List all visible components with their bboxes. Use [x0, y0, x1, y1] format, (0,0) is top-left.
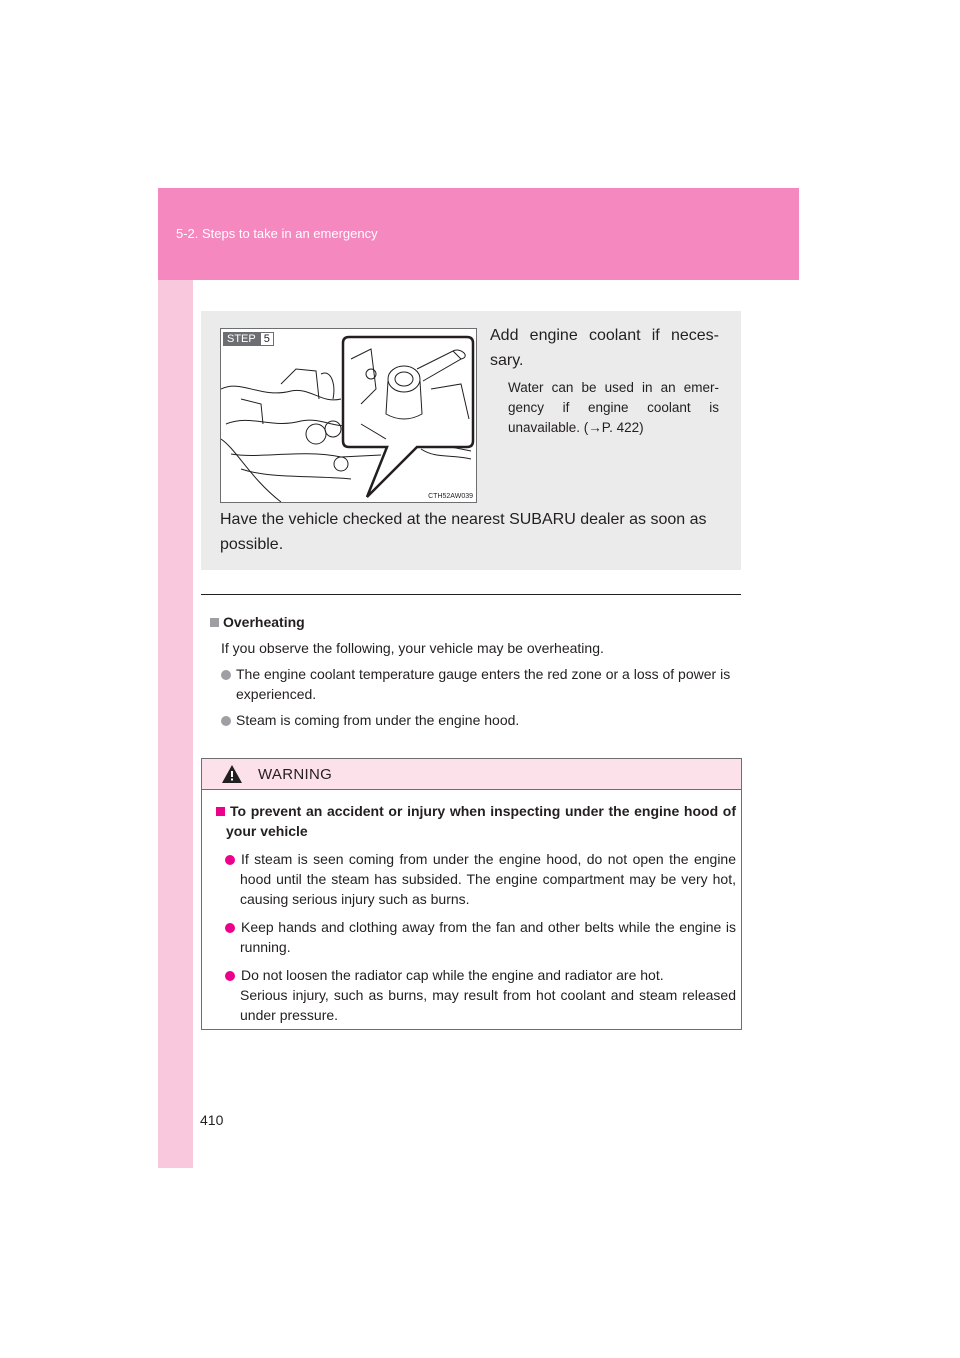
overheating-section	[210, 612, 740, 730]
section-header	[158, 188, 799, 280]
circle-bullet-icon	[225, 971, 235, 981]
warning-box	[201, 758, 742, 1030]
warning-header	[202, 759, 741, 790]
step-followup: Have the vehicle checked at the nearest SUBARU dealer as soon as possible.	[220, 511, 707, 553]
overheating-title: Overheating	[223, 614, 305, 630]
list-item: Do not loosen the radiator cap while the engine and radiator are hot.	[216, 965, 736, 985]
list-item: Keep hands and clothing away from the fan and other belts while the engine is running.	[216, 917, 736, 957]
circle-bullet-icon	[225, 923, 235, 933]
list-item: If steam is seen coming from under the engine hood, do not open the engine hood until the steam has subsided. The engine compartment may be very hot, causing serious injury such as burns.	[216, 849, 736, 909]
list-item-continuation: Serious injury, such as burns, may result from hot coolant and steam released under pressure.	[240, 987, 736, 1023]
step-instruction: Add engine coolant if neces-sary.	[490, 327, 719, 369]
overheating-title-row	[210, 612, 740, 632]
overheating-intro: If you observe the following, your vehicle may be overheating.	[221, 640, 604, 656]
engine-illustration-drawing	[221, 329, 476, 502]
step-badge-number: 5	[260, 332, 274, 346]
list-item: The engine coolant temperature gauge enters the red zone or a loss of power is experienced.	[210, 664, 740, 704]
circle-bullet-icon	[221, 670, 231, 680]
section-title: 5-2. Steps to take in an emergency	[176, 226, 378, 241]
warning-triangle-icon	[222, 765, 242, 783]
square-bullet-icon	[216, 807, 225, 816]
list-item: Steam is coming from under the engine hood.	[210, 710, 740, 730]
step-badge	[223, 332, 274, 346]
step-note: Water can be used in an emer-gency if engine coolant is unavailable. (→P. 422)	[508, 380, 719, 435]
left-margin-strip	[158, 188, 193, 1168]
warning-title: WARNING	[258, 766, 333, 783]
engine-coolant-illustration	[220, 328, 477, 503]
circle-bullet-icon	[225, 855, 235, 865]
figure-code: CTH52AW039	[428, 493, 473, 500]
warning-body	[216, 801, 736, 1025]
square-bullet-icon	[210, 618, 219, 627]
circle-bullet-icon	[221, 716, 231, 726]
page-number: 410	[200, 1112, 224, 1128]
section-divider	[201, 594, 741, 595]
step-badge-label: STEP	[223, 332, 260, 346]
step-panel	[201, 311, 741, 570]
warning-heading: To prevent an accident or injury when inspecting under the engine hood of your vehicle	[216, 801, 736, 841]
